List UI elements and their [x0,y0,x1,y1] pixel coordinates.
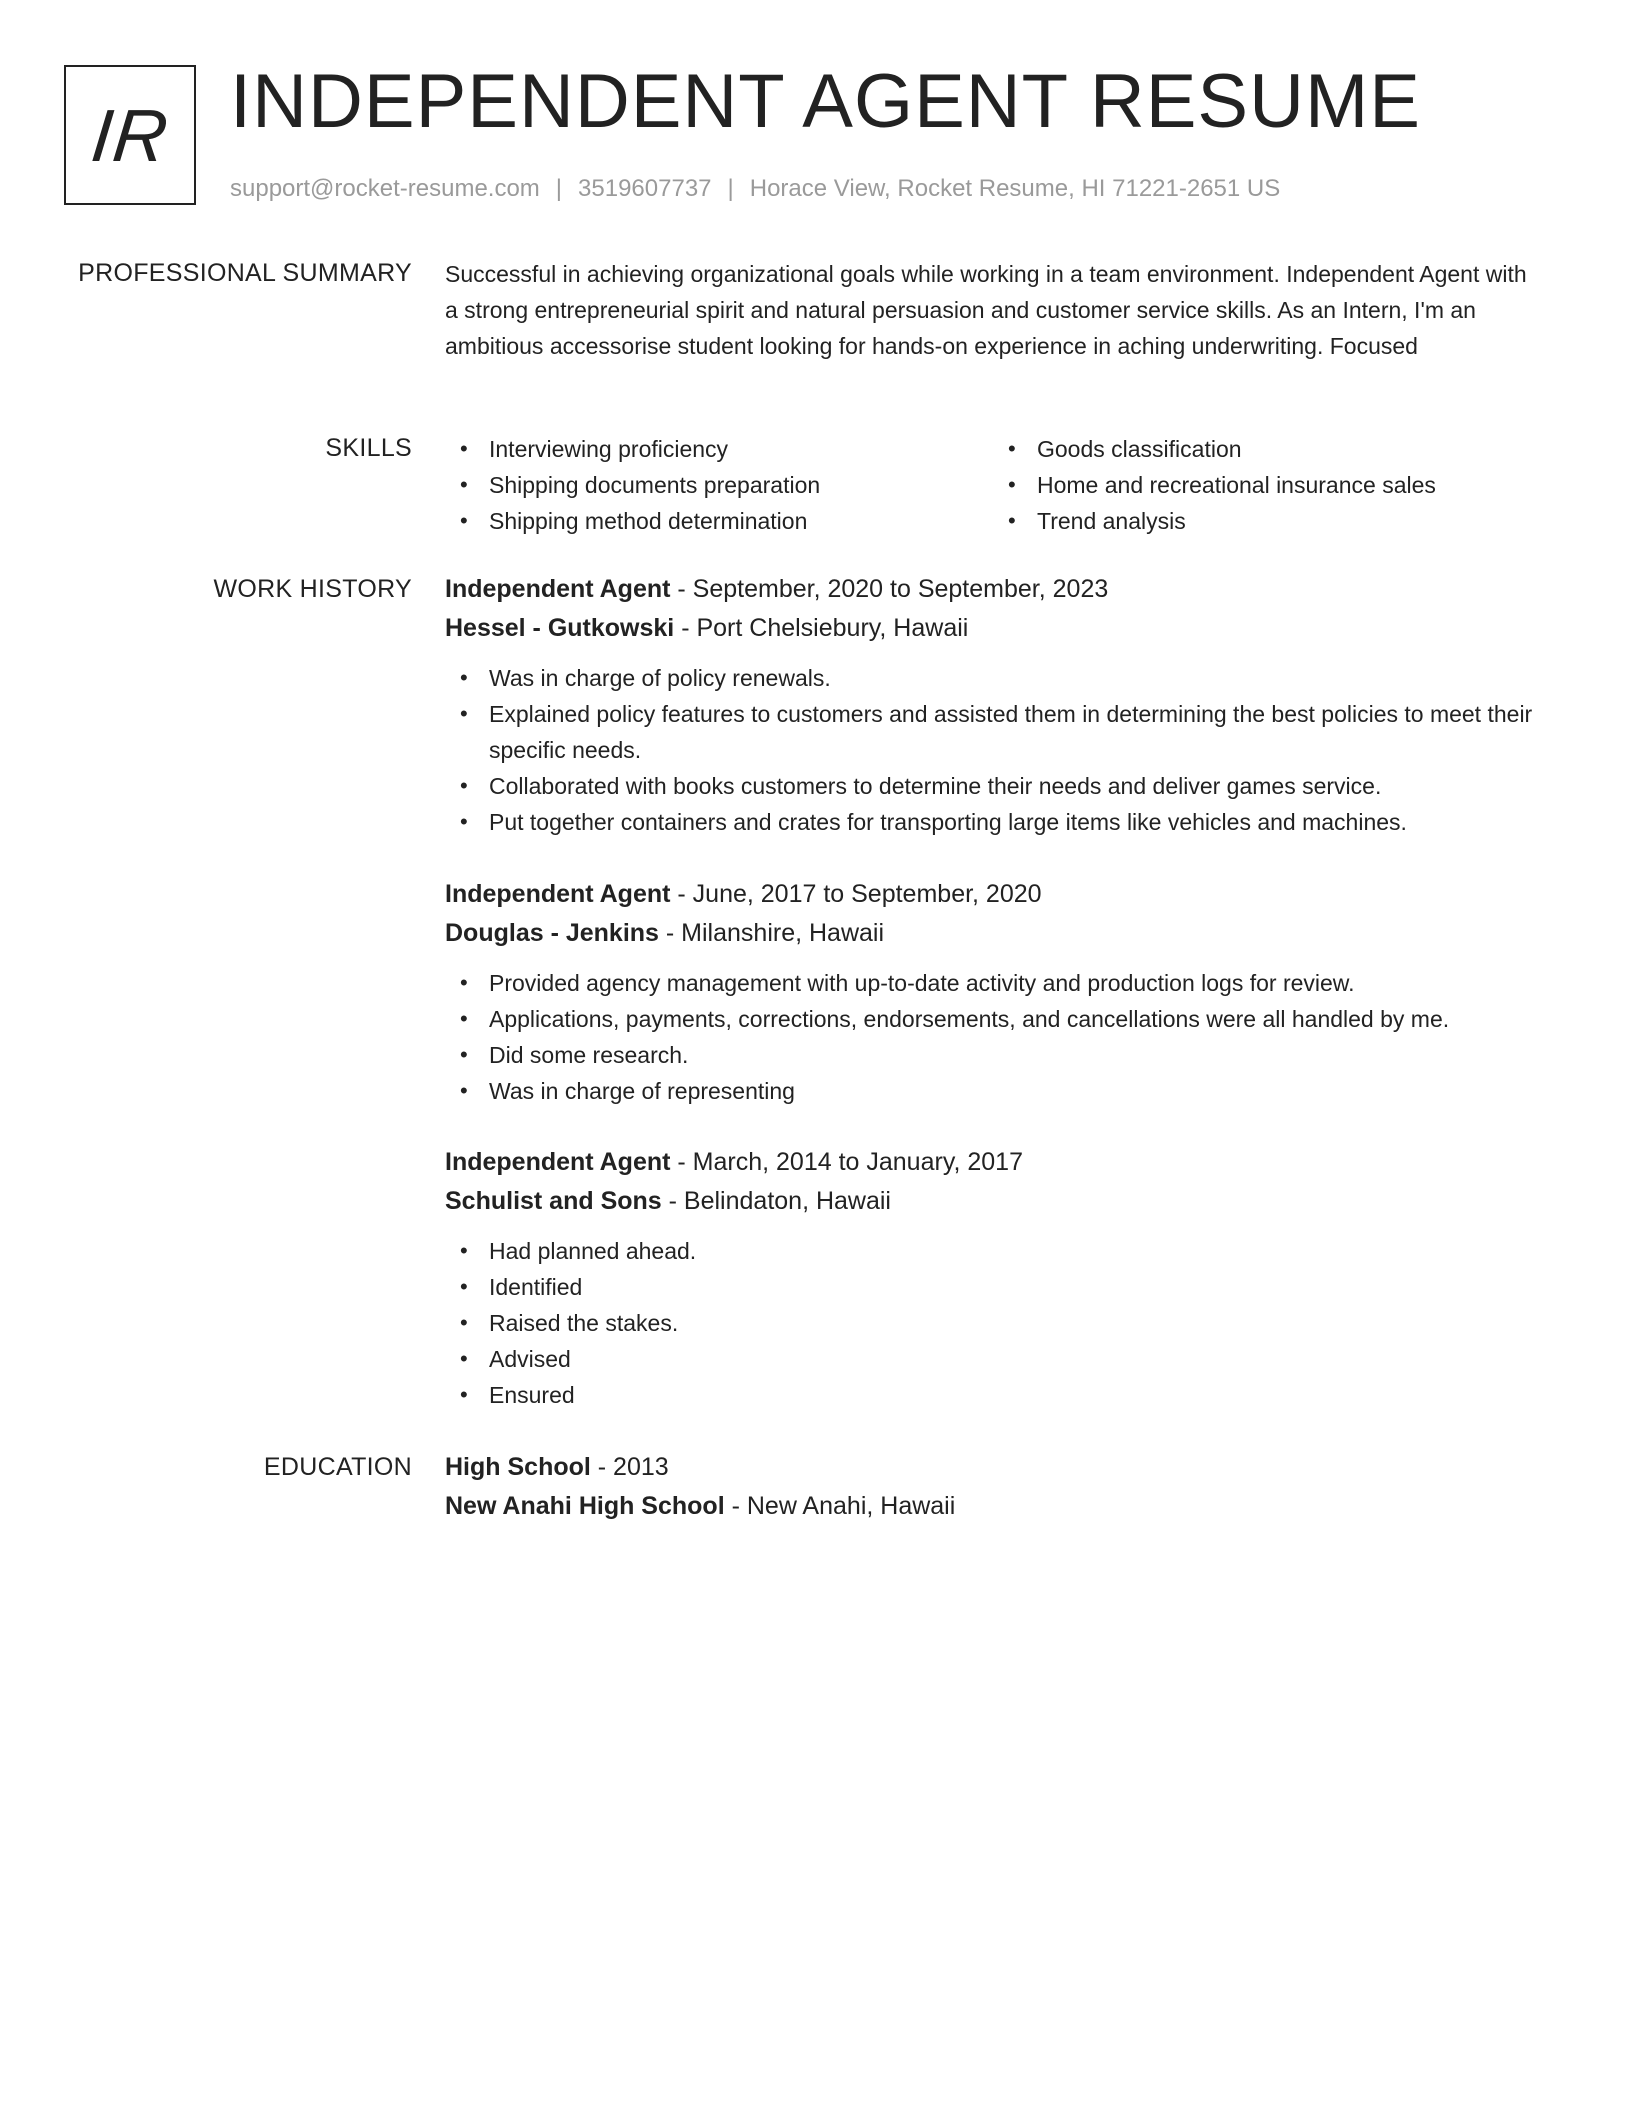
skills-list-left [445,431,820,539]
contact-separator: | [555,175,563,202]
education-year: - 2013 [590,1453,669,1481]
contact-email[interactable]: support@rocket-resume.com [230,175,540,202]
list-item: • Advised [445,1341,1545,1377]
list-item: • Provided agency management with up-to-date activity and production logs for review. [445,965,1545,1001]
job-title-line [445,875,1545,913]
bullet-icon: • [460,1274,468,1299]
skill-item: • Trend analysis [993,503,1436,539]
summary-heading: PROFESSIONAL SUMMARY [78,259,412,287]
job-bullet-list [445,965,1545,1109]
bullet-icon: • [460,970,468,995]
skills-heading: SKILLS [325,434,412,462]
monogram-box [64,65,196,205]
job-company-line [445,608,1545,648]
education-heading: EDUCATION [263,1453,412,1481]
job-title: Independent Agent [445,880,671,908]
job-bullet-list [445,660,1545,840]
list-item: • Did some research. [445,1037,1545,1073]
list-item: • Had planned ahead. [445,1233,1545,1269]
job-location: - Belindaton, Hawaii [661,1187,891,1215]
skills-list-right [993,431,1436,539]
job-title-line [445,570,1545,608]
job-location: - Milanshire, Hawaii [658,919,885,947]
list-item: • Was in charge of representing [445,1073,1545,1109]
resume-title: INDEPENDENT AGENT RESUME [230,59,1421,144]
education-degree-line [445,1448,1545,1486]
job-company: Hessel - Gutkowski [445,614,675,642]
list-item: • Was in charge of policy renewals. [445,660,1545,696]
skill-item: • Interviewing proficiency [445,431,820,467]
list-item: • Collaborated with books customers to determine their needs and deliver games service. [445,768,1545,804]
education-school-line [445,1486,1545,1526]
list-item: • Identified [445,1269,1545,1305]
skill-item: • Shipping documents preparation [445,467,820,503]
summary-text: Successful in achieving organizational goals while working in a team environment. Independent Agent with a strong entrepreneurial spirit and natural persuasion and customer service skills. As an Intern, I'm an ambitious accessorise student looking for hands-on experience in aching underwriting. Focused [445,261,1527,359]
bullet-icon: • [1008,436,1016,461]
skill-item: • Goods classification [993,431,1436,467]
job-entry [445,570,1545,840]
bullet-icon: • [1008,508,1016,533]
skill-item: • Home and recreational insurance sales [993,467,1436,503]
bullet-icon: • [460,1310,468,1335]
list-item: • Raised the stakes. [445,1305,1545,1341]
bullet-icon: • [460,1238,468,1263]
contact-separator: | [727,175,734,202]
contact-phone[interactable]: 3519607737 [578,175,712,202]
list-item: • Ensured [445,1377,1545,1413]
bullet-icon: • [460,1382,468,1407]
bullet-icon: • [460,701,468,726]
job-dates: - March, 2014 to January, 2017 [670,1148,1023,1176]
bullet-icon: • [460,773,468,798]
contact-address: Horace View, Rocket Resume, HI 71221-2651 US [749,175,1281,202]
job-entry [445,1143,1545,1413]
list-item: • Put together containers and crates for transporting large items like vehicles and machines. [445,804,1545,840]
bullet-icon: • [460,472,468,497]
job-company: Schulist and Sons [445,1187,662,1215]
bullet-icon: • [460,1006,468,1031]
list-item: • Applications, payments, corrections, endorsements, and cancellations were all handled by me. [445,1001,1545,1037]
job-title: Independent Agent [445,575,671,603]
bullet-icon: • [460,1078,468,1103]
education-degree: High School [445,1453,591,1481]
skill-item: • Shipping method determination [445,503,820,539]
job-dates: - September, 2020 to September, 2023 [670,575,1109,603]
list-item: • Explained policy features to customers and assisted them in determining the best policies to meet their specific needs. [445,696,1545,768]
job-bullet-list [445,1233,1545,1413]
bullet-icon: • [460,436,468,461]
bullet-icon: • [460,665,468,690]
job-title: Independent Agent [445,1148,671,1176]
contact-line [230,174,1280,204]
job-location: - Port Chelsiebury, Hawaii [674,614,969,642]
bullet-icon: • [460,508,468,533]
bullet-icon: • [460,1346,468,1371]
education-location: - New Anahi, Hawaii [724,1492,956,1520]
bullet-icon: • [460,809,468,834]
education-school: New Anahi High School [445,1492,725,1520]
job-dates: - June, 2017 to September, 2020 [670,880,1042,908]
job-entry [445,875,1545,1109]
bullet-icon: • [460,1042,468,1067]
job-company-line [445,1181,1545,1221]
job-title-line [445,1143,1545,1181]
monogram-initials: IR [87,93,173,177]
job-company-line [445,913,1545,953]
job-company: Douglas - Jenkins [445,919,659,947]
work-history-heading: WORK HISTORY [213,575,412,603]
bullet-icon: • [1008,472,1016,497]
